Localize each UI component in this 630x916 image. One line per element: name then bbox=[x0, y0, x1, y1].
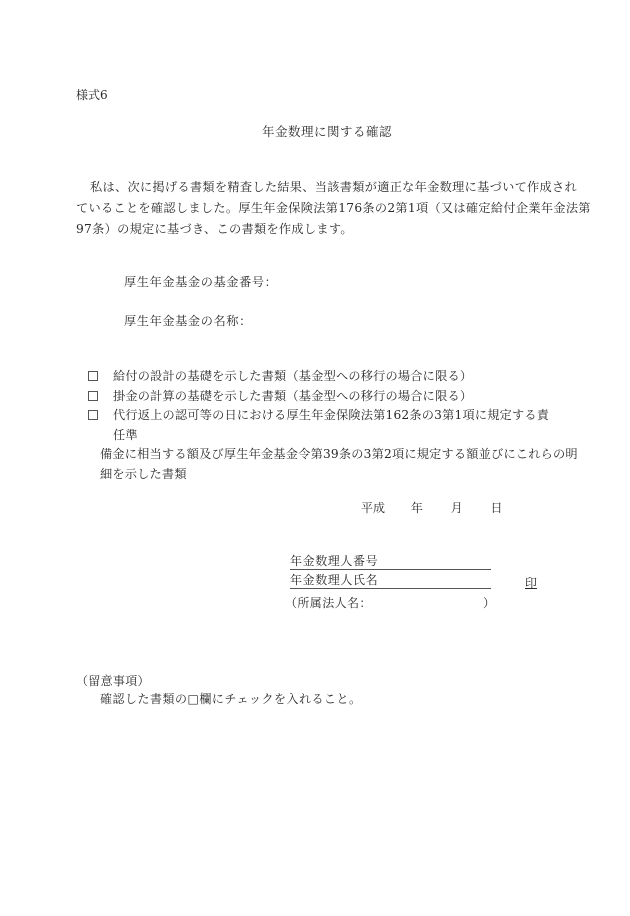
date-year: 年 bbox=[410, 501, 423, 515]
date-day: 日 bbox=[490, 501, 503, 515]
checklist-item-text: 給付の設計の基礎を示した書類（基金型への移行の場合に限る） bbox=[113, 369, 473, 383]
document-checklist bbox=[88, 367, 578, 484]
actuary-name-label: 年金数理人氏名 bbox=[290, 573, 379, 587]
date-month: 月 bbox=[450, 501, 463, 515]
checklist-item-text-continued: 備金に相当する額及び厚生年金基金令第39条の3第2項に規定する額並びにこれらの明 bbox=[100, 447, 578, 461]
fund-number-field: 厚生年金基金の基金番号： bbox=[124, 275, 278, 289]
notes-heading: （留意事項） bbox=[76, 674, 150, 688]
actuary-number-label: 年金数理人番号 bbox=[290, 554, 379, 568]
document-title bbox=[0, 122, 630, 140]
affiliation-label: （所属法人名： bbox=[285, 596, 372, 610]
actuary-number-field[interactable] bbox=[290, 552, 491, 570]
date-line bbox=[361, 499, 503, 516]
fund-name-field: 厚生年金基金の名称： bbox=[124, 314, 252, 328]
paragraph-line: 97条）の規定に基づき、この書類を作成します。 bbox=[76, 222, 353, 236]
form-number: 様式6 bbox=[76, 88, 108, 102]
seal-mark: 印 bbox=[525, 576, 538, 590]
notes-body: 確認した書類の□欄にチェックを入れること。 bbox=[100, 692, 362, 706]
checkbox[interactable] bbox=[88, 371, 98, 381]
checkbox[interactable] bbox=[88, 410, 98, 420]
checklist-item-text: 掛金の計算の基礎を示した書類（基金型への移行の場合に限る） bbox=[113, 388, 473, 403]
checklist-item bbox=[88, 367, 558, 387]
date-era: 平成 bbox=[361, 501, 386, 515]
affiliation-close-paren: ） bbox=[483, 596, 496, 610]
confirmation-paragraph bbox=[76, 177, 591, 240]
checklist-item-text: 代行返上の認可等の日における厚生年金保険法第162条の3第1項に規定する責任準 bbox=[113, 408, 550, 442]
paragraph-line: 私は、次に掲げる書類を精査した結果、当該書類が適正な年金数理に基づいて作成され bbox=[90, 180, 578, 194]
actuary-name-field[interactable] bbox=[290, 571, 491, 589]
checkbox[interactable] bbox=[88, 391, 98, 401]
paragraph-line: ていることを確認しました。厚生年金保険法第176条の2第1項（又は確定給付企業年金法第 bbox=[76, 201, 591, 215]
checklist-item-text-continued: 細を示した書類 bbox=[100, 466, 187, 481]
checklist-item bbox=[88, 387, 558, 407]
checklist-item bbox=[88, 406, 578, 484]
document-title-text: 年金数理に関する確認 bbox=[261, 124, 392, 139]
